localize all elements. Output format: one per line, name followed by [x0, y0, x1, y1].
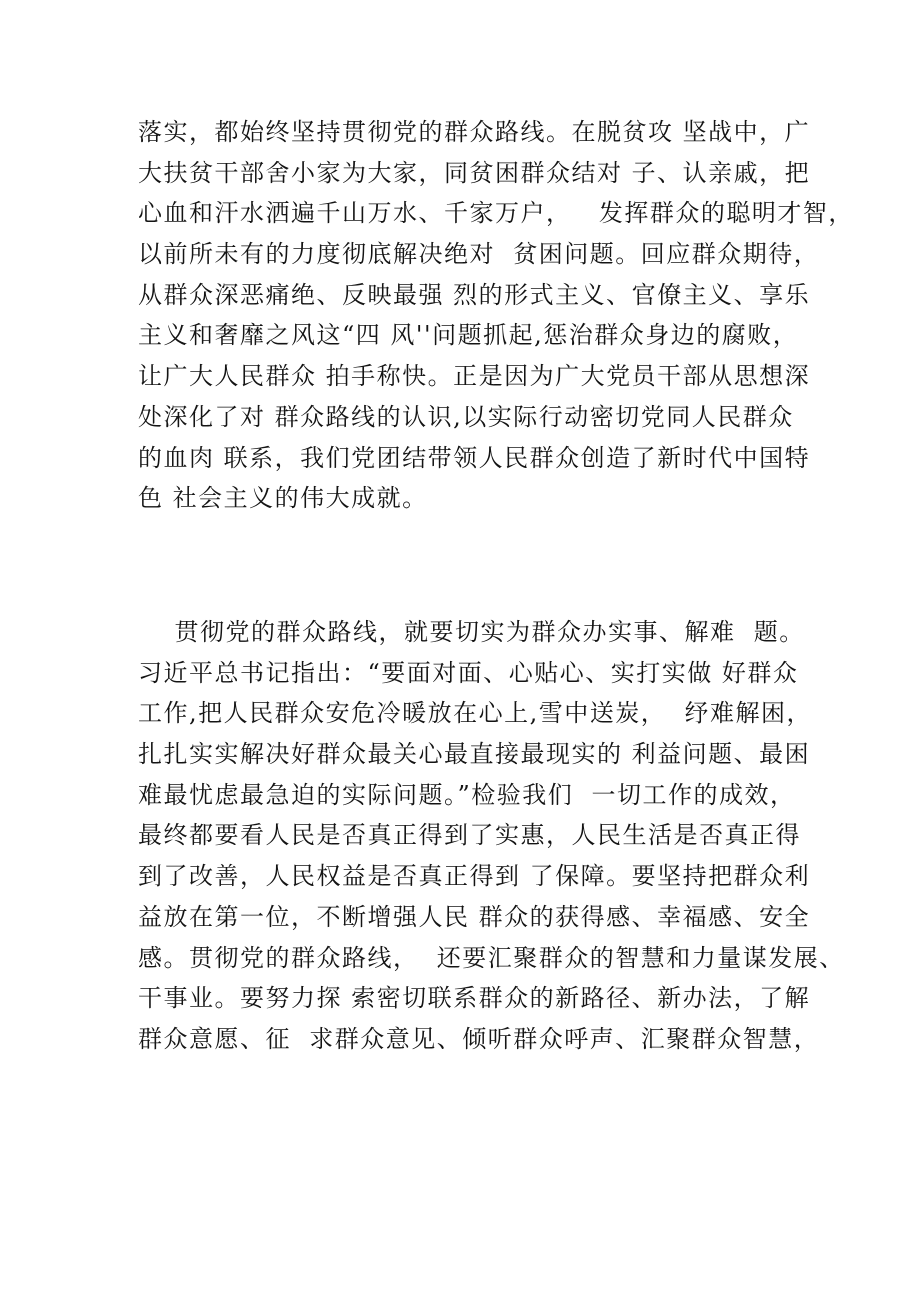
text-line: 益放在第一位，不断增强人民 群众的获得感、幸福感、安全 — [138, 902, 811, 931]
text-line: 处深化了对 群众路线的认识,以实际行动密切党同人民群众 — [138, 402, 794, 431]
text-line: 大扶贫干部舍小家为大家，同贫困群众结对 子、认亲戚，把 — [138, 158, 811, 187]
text-line: 扎扎实实解决好群众最关心最直接最现实的 利益问题、最困 — [138, 740, 811, 769]
paragraph — [138, 112, 854, 519]
text-line: 从群众深恶痛绝、反映最强 烈的形式主义、官僚主义、享乐 — [138, 280, 811, 309]
text-line: 群众意愿、征 求群众意见、倾听群众呼声、汇聚群众智慧， — [138, 1024, 820, 1053]
text-line: 习近平总书记指出：“要面对面、心贴心、实打实做 好群众 — [138, 658, 799, 687]
text-line: 贯彻党的群众路线，就要切实为群众办实事、解难 题。 — [138, 618, 805, 646]
text-line: 工作,把人民群众安危冷暖放在心上,雪中送炭， 纾难解困， — [138, 699, 813, 728]
text-line: 感。贯彻党的群众路线， 还要汇聚群众的智慧和力量谋发展、 — [138, 943, 845, 972]
text-line: 让广大人民群众 拍手称快。正是因为广大党员干部从思想深 — [138, 362, 811, 391]
text-line: 干事业。要努力探 索密切联系群众的新路径、新办法，了解 — [138, 984, 811, 1013]
text-line: 以前所未有的力度彻底解决绝对 贫困问题。回应群众期待， — [138, 240, 820, 269]
text-line: 的血肉 联系，我们党团结带领人民群众创造了新时代中国特 — [138, 443, 811, 472]
text-line: 最终都要看人民是否真正得到了实惠，人民生活是否真正得 — [138, 821, 801, 850]
text-line: 心血和汗水洒遍千山万水、千家万户， 发挥群众的聪明才智， — [138, 199, 854, 228]
text-line: 难最忧虑最急迫的实际问题。”检验我们 一切工作的成效， — [138, 780, 796, 809]
text-line: 落实，都始终坚持贯彻党的群众路线。在脱贫攻 坚战中，广 — [138, 118, 811, 146]
text-line: 到了改善，人民权益是否真正得到 了保障。要坚持把群众利 — [138, 862, 811, 891]
text-line: 色 社会主义的伟大成就。 — [138, 484, 428, 513]
paragraph — [138, 612, 845, 1060]
text-line: 主义和奢靡之风这“四 风''问题抓起,惩治群众身边的腐败， — [138, 321, 799, 350]
